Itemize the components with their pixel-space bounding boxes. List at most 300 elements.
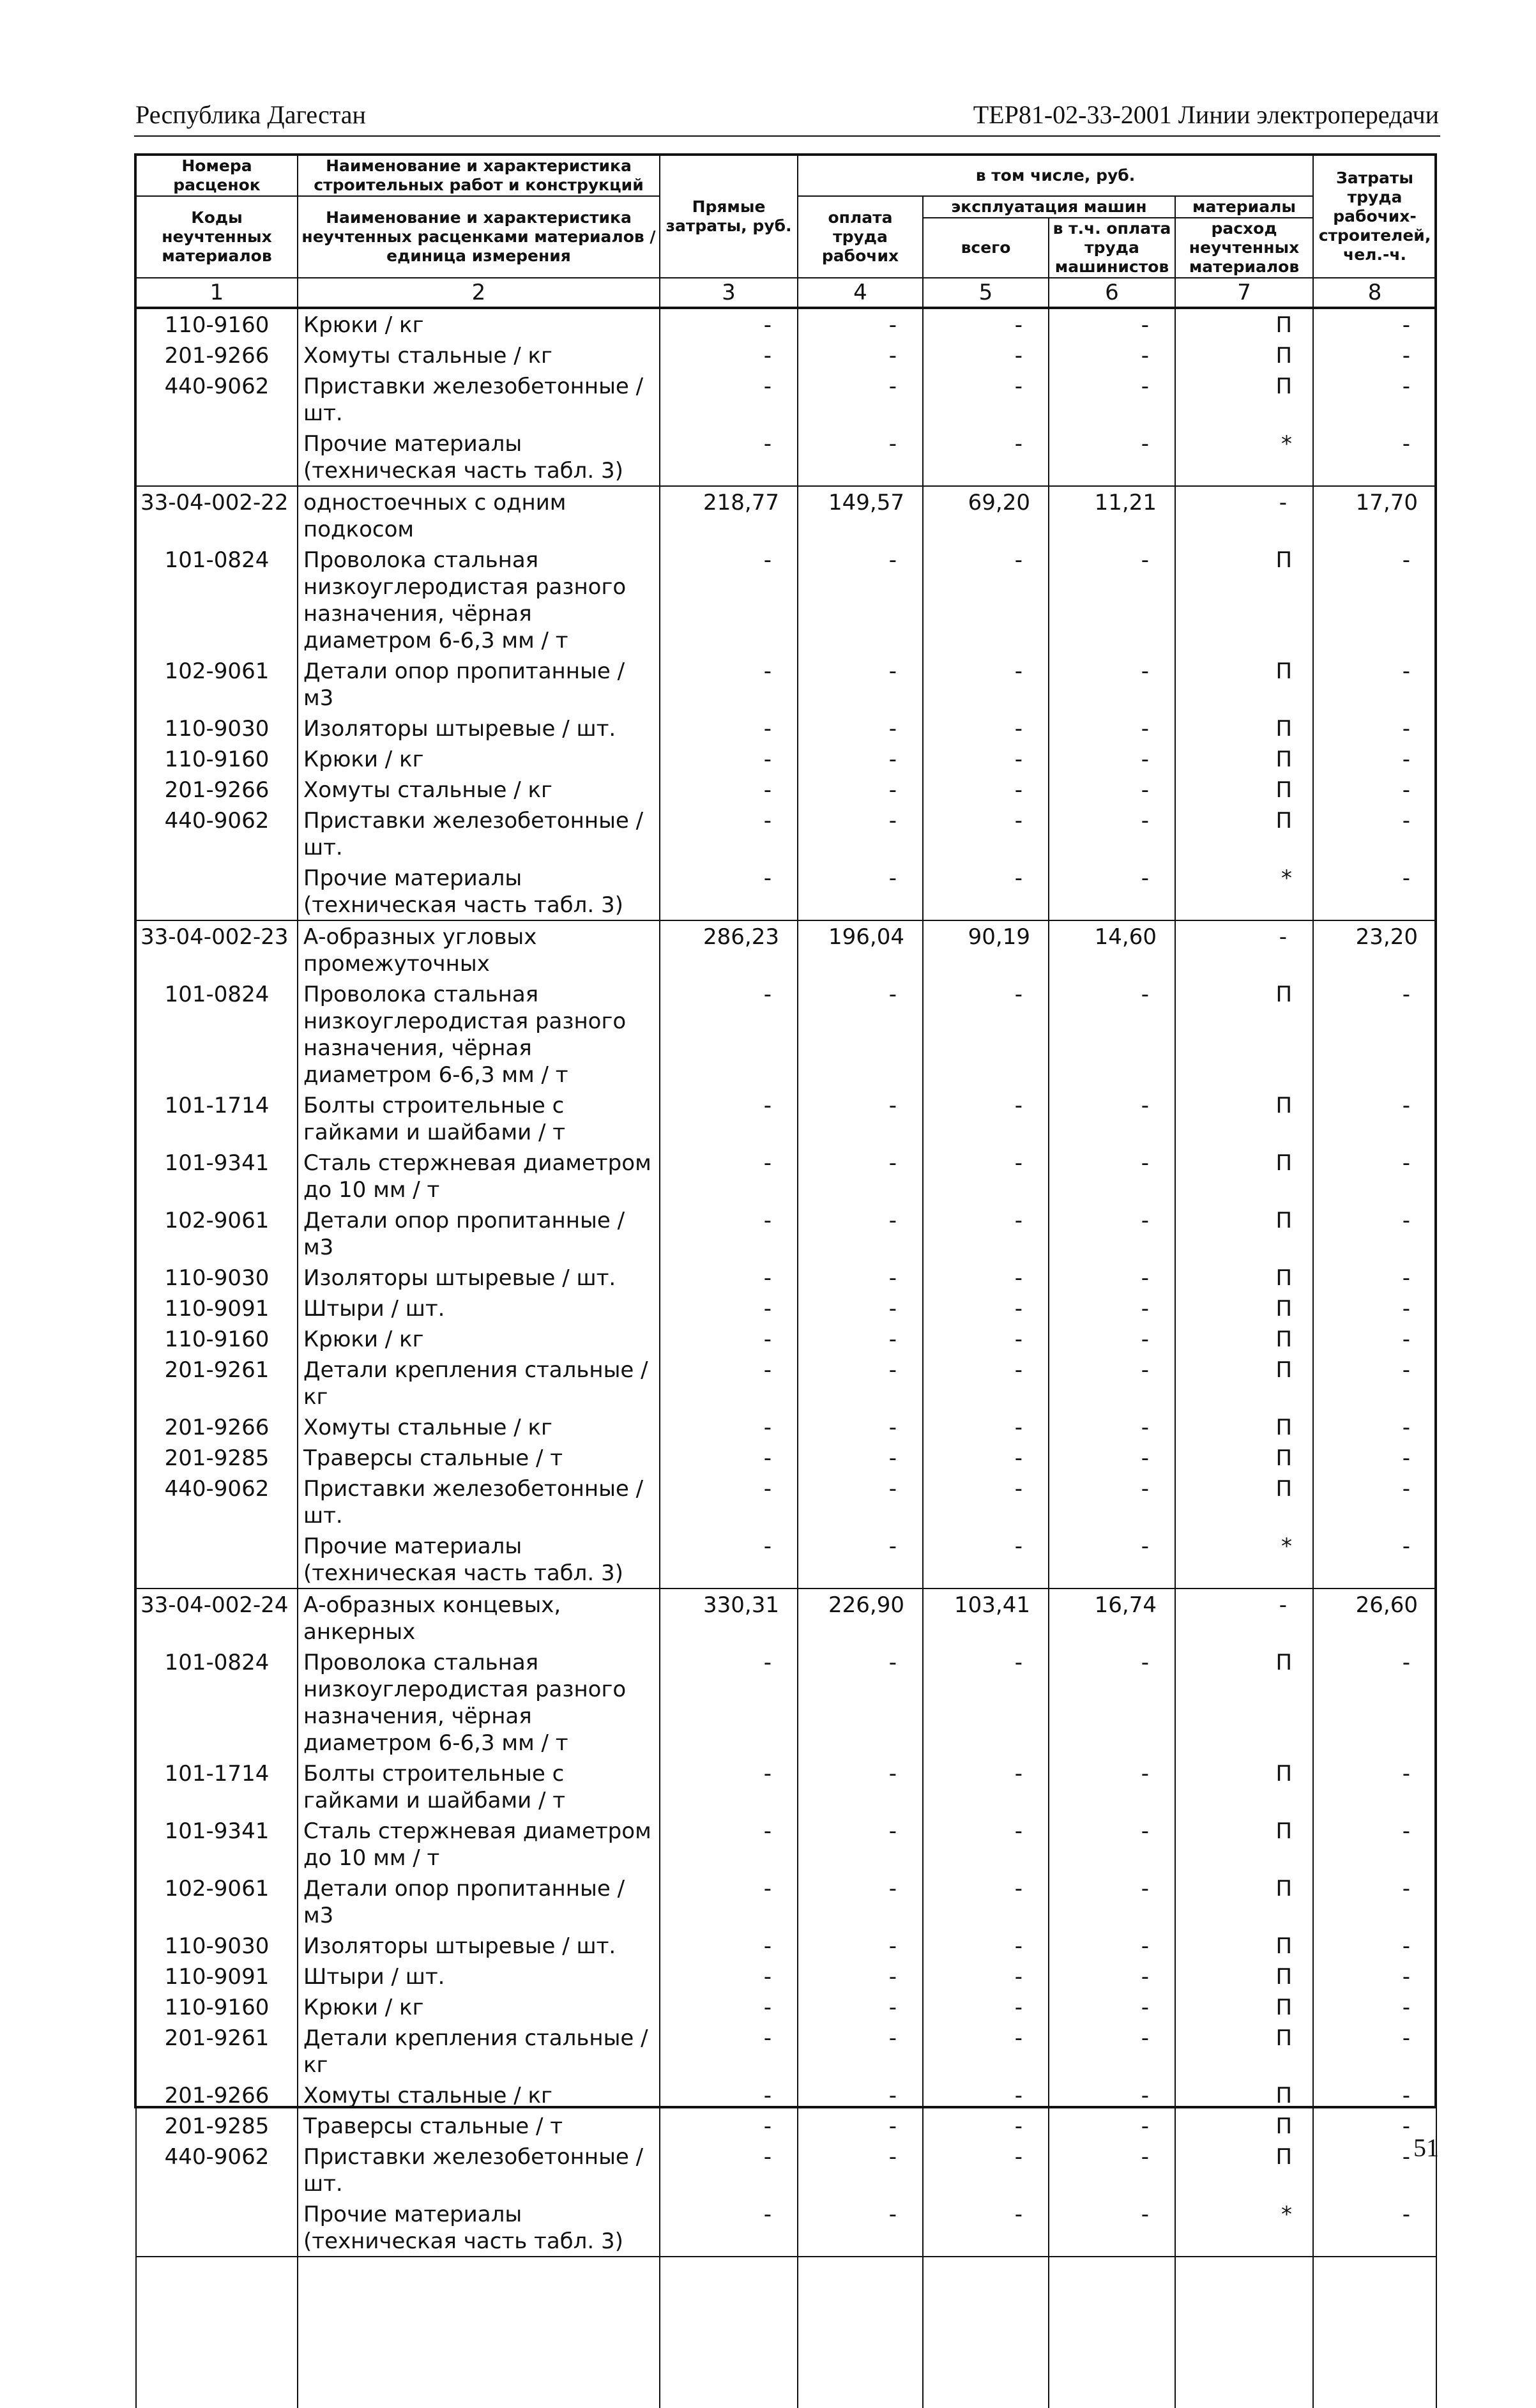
material-name: Приставки железобетонные /шт.	[298, 1473, 660, 1530]
material-row	[136, 2110, 1436, 2141]
material-code: 201-9266	[136, 340, 298, 370]
unaccounted-materials-value: П	[1175, 1205, 1313, 1262]
wages-value: -	[798, 1293, 923, 1323]
header-rule	[134, 135, 1440, 137]
machine-total-value: -	[923, 2080, 1049, 2110]
operator-wages-value: -	[1049, 1815, 1175, 1873]
machine-total-value: -	[923, 1473, 1049, 1530]
labor-costs-value: -	[1313, 1930, 1436, 1961]
empty-cell	[798, 2257, 923, 2408]
operator-wages-value: -	[1049, 979, 1175, 1090]
material-name: Траверсы стальные / т	[298, 2110, 660, 2141]
unaccounted-materials-value: П	[1175, 1262, 1313, 1293]
machine-total-value: -	[923, 743, 1049, 774]
wages-value: 226,90	[798, 1589, 923, 1647]
material-code: 102-9061	[136, 1205, 298, 1262]
material-name: Изоляторы штыревые / шт.	[298, 1262, 660, 1293]
unaccounted-materials-value: П	[1175, 805, 1313, 862]
machine-total-value: -	[923, 1930, 1049, 1961]
direct-costs-value: -	[660, 1293, 798, 1323]
material-row	[136, 1090, 1436, 1147]
unaccounted-materials-value: П	[1175, 1293, 1313, 1323]
labor-costs-value: -	[1313, 1205, 1436, 1262]
direct-costs-value: -	[660, 1930, 798, 1961]
machine-total-value: -	[923, 1262, 1049, 1293]
rate-name: А-образных угловых промежуточных	[298, 920, 660, 979]
material-row	[136, 2198, 1436, 2257]
header-wages: оплата труда рабочих	[798, 196, 923, 278]
material-row	[136, 1961, 1436, 1992]
empty-cell	[298, 2257, 660, 2408]
material-row	[136, 1758, 1436, 1815]
direct-costs-value: -	[660, 1530, 798, 1589]
operator-wages-value: -	[1049, 774, 1175, 805]
column-number: 1	[136, 278, 298, 308]
labor-costs-value: -	[1313, 713, 1436, 743]
material-row	[136, 1530, 1436, 1589]
wages-value: -	[798, 2022, 923, 2080]
wages-value: -	[798, 1262, 923, 1293]
material-name: Хомуты стальные / кг	[298, 1412, 660, 1442]
material-name: Траверсы стальные / т	[298, 1442, 660, 1473]
operator-wages-value: -	[1049, 1147, 1175, 1205]
operator-wages-value: 16,74	[1049, 1589, 1175, 1647]
wages-value: -	[798, 743, 923, 774]
table-body	[136, 308, 1436, 2408]
machine-total-value: -	[923, 1412, 1049, 1442]
material-row	[136, 1147, 1436, 1205]
material-name: Прочие материалы (техническая часть табл. 3)	[298, 428, 660, 486]
labor-costs-value: -	[1313, 1354, 1436, 1412]
operator-wages-value: -	[1049, 1647, 1175, 1758]
wages-value: -	[798, 1147, 923, 1205]
direct-costs-value: -	[660, 1815, 798, 1873]
machine-total-value: -	[923, 713, 1049, 743]
price-table	[135, 155, 1437, 2408]
machine-total-value: -	[923, 1354, 1049, 1412]
unaccounted-materials-value: П	[1175, 1961, 1313, 1992]
machine-total-value: -	[923, 1758, 1049, 1815]
material-name: Штыри / шт.	[298, 1293, 660, 1323]
labor-costs-value: 17,70	[1313, 486, 1436, 544]
machine-total-value: -	[923, 1873, 1049, 1930]
machine-total-value: -	[923, 655, 1049, 713]
column-number: 8	[1313, 278, 1436, 308]
machine-total-value: -	[923, 308, 1049, 340]
wages-value: -	[798, 979, 923, 1090]
labor-costs-value: -	[1313, 370, 1436, 428]
material-name: Проволока стальная низкоуглеродистая разного назначения, чёрная диаметром 6-6,3 мм / т	[298, 1647, 660, 1758]
machine-total-value: 69,20	[923, 486, 1049, 544]
material-code: 101-0824	[136, 544, 298, 655]
machine-total-value: -	[923, 2110, 1049, 2141]
labor-costs-value: -	[1313, 1473, 1436, 1530]
material-code: 201-9261	[136, 2022, 298, 2080]
direct-costs-value: -	[660, 1147, 798, 1205]
operator-wages-value: -	[1049, 1293, 1175, 1323]
machine-total-value: 103,41	[923, 1589, 1049, 1647]
material-name: Прочие материалы (техническая часть табл. 3)	[298, 862, 660, 920]
labor-costs-value: -	[1313, 1323, 1436, 1354]
material-code: 110-9160	[136, 308, 298, 340]
material-row	[136, 713, 1436, 743]
unaccounted-materials-value: П	[1175, 743, 1313, 774]
operator-wages-value: -	[1049, 1530, 1175, 1589]
material-name: Приставки железобетонные /шт.	[298, 2141, 660, 2198]
header-unaccounted-materials: расход неучтенных материалов	[1175, 218, 1313, 278]
wages-value: -	[798, 2110, 923, 2141]
direct-costs-value: -	[660, 308, 798, 340]
wages-value: -	[798, 1930, 923, 1961]
header-materials: материалы	[1175, 196, 1313, 218]
wages-value: -	[798, 2198, 923, 2257]
unaccounted-materials-value: *	[1175, 1530, 1313, 1589]
material-row	[136, 1205, 1436, 1262]
operator-wages-value: -	[1049, 655, 1175, 713]
material-row	[136, 805, 1436, 862]
header-operator-wages: в т.ч. оплата труда машинистов	[1049, 218, 1175, 278]
header-material-names: Наименование и характеристика неучтенных расценками материалов / единица измерения	[298, 196, 660, 278]
material-name: Изоляторы штыревые / шт.	[298, 713, 660, 743]
material-code	[136, 428, 298, 486]
material-code: 110-9160	[136, 1323, 298, 1354]
operator-wages-value: -	[1049, 1205, 1175, 1262]
material-row	[136, 1354, 1436, 1412]
material-name: Изоляторы штыревые / шт.	[298, 1930, 660, 1961]
labor-costs-value: 26,60	[1313, 1589, 1436, 1647]
material-code: 110-9160	[136, 743, 298, 774]
direct-costs-value: -	[660, 1412, 798, 1442]
header-including: в том числе, руб.	[798, 155, 1313, 196]
wages-value: -	[798, 1992, 923, 2022]
labor-costs-value: -	[1313, 862, 1436, 920]
labor-costs-value: -	[1313, 1147, 1436, 1205]
unaccounted-materials-value: П	[1175, 2022, 1313, 2080]
empty-cell	[1049, 2257, 1175, 2408]
operator-wages-value: -	[1049, 713, 1175, 743]
operator-wages-value: -	[1049, 862, 1175, 920]
material-row	[136, 340, 1436, 370]
table-header	[136, 155, 1436, 308]
wages-value: -	[798, 1205, 923, 1262]
operator-wages-value: -	[1049, 2110, 1175, 2141]
unaccounted-materials-value: П	[1175, 308, 1313, 340]
machine-total-value: -	[923, 1815, 1049, 1873]
labor-costs-value: -	[1313, 2141, 1436, 2198]
direct-costs-value: -	[660, 743, 798, 774]
unaccounted-materials-value: *	[1175, 862, 1313, 920]
machine-total-value: -	[923, 428, 1049, 486]
machine-total-value: -	[923, 1205, 1049, 1262]
direct-costs-value: -	[660, 2110, 798, 2141]
material-name: Хомуты стальные / кг	[298, 340, 660, 370]
operator-wages-value: -	[1049, 428, 1175, 486]
rate-name: одностоечных с одним подкосом	[298, 486, 660, 544]
material-code: 102-9061	[136, 655, 298, 713]
material-code: 440-9062	[136, 1473, 298, 1530]
material-name: Приставки железобетонные /шт.	[298, 370, 660, 428]
machine-total-value: -	[923, 340, 1049, 370]
column-numbers-row	[136, 278, 1436, 308]
header-machine-operation: эксплуатация машин	[923, 196, 1175, 218]
unaccounted-materials-value: -	[1175, 1589, 1313, 1647]
column-number: 7	[1175, 278, 1313, 308]
labor-costs-value: -	[1313, 1442, 1436, 1473]
wages-value: -	[798, 370, 923, 428]
material-code: 440-9062	[136, 805, 298, 862]
material-name: Сталь стержневая диаметром до 10 мм / т	[298, 1815, 660, 1873]
unaccounted-materials-value: П	[1175, 2141, 1313, 2198]
wages-value: -	[798, 1323, 923, 1354]
material-row	[136, 1323, 1436, 1354]
direct-costs-value: -	[660, 1873, 798, 1930]
operator-wages-value: -	[1049, 370, 1175, 428]
direct-costs-value: -	[660, 862, 798, 920]
material-name: Проволока стальная низкоуглеродистая разного назначения, чёрная диаметром 6-6,3 мм / т	[298, 979, 660, 1090]
material-row	[136, 1647, 1436, 1758]
operator-wages-value: -	[1049, 544, 1175, 655]
machine-total-value: -	[923, 544, 1049, 655]
direct-costs-value: -	[660, 1473, 798, 1530]
material-name: Прочие материалы (техническая часть табл. 3)	[298, 1530, 660, 1589]
unaccounted-materials-value: -	[1175, 486, 1313, 544]
header-region: Республика Дагестан	[135, 100, 366, 129]
wages-value: -	[798, 1815, 923, 1873]
material-code: 440-9062	[136, 370, 298, 428]
machine-total-value: -	[923, 1293, 1049, 1323]
machine-total-value: -	[923, 2141, 1049, 2198]
unaccounted-materials-value: П	[1175, 1442, 1313, 1473]
direct-costs-value: -	[660, 805, 798, 862]
wages-value: -	[798, 1442, 923, 1473]
operator-wages-value: -	[1049, 743, 1175, 774]
material-code: 110-9091	[136, 1961, 298, 1992]
operator-wages-value: -	[1049, 1442, 1175, 1473]
unaccounted-materials-value: П	[1175, 1930, 1313, 1961]
material-name: Детали крепления стальные / кг	[298, 1354, 660, 1412]
material-row	[136, 979, 1436, 1090]
labor-costs-value: -	[1313, 1262, 1436, 1293]
header-machine-total: всего	[923, 218, 1049, 278]
column-number: 6	[1049, 278, 1175, 308]
machine-total-value: 90,19	[923, 920, 1049, 979]
unaccounted-materials-value: П	[1175, 1992, 1313, 2022]
labor-costs-value: -	[1313, 1815, 1436, 1873]
rate-row	[136, 920, 1436, 979]
direct-costs-value: 218,77	[660, 486, 798, 544]
material-name: Проволока стальная низкоуглеродистая разного назначения, чёрная диаметром 6-6,3 мм / т	[298, 544, 660, 655]
operator-wages-value: -	[1049, 1262, 1175, 1293]
operator-wages-value: -	[1049, 2141, 1175, 2198]
unaccounted-materials-value: П	[1175, 1412, 1313, 1442]
direct-costs-value: 286,23	[660, 920, 798, 979]
wages-value: -	[798, 2080, 923, 2110]
operator-wages-value: 14,60	[1049, 920, 1175, 979]
wages-value: -	[798, 1530, 923, 1589]
labor-costs-value: -	[1313, 2022, 1436, 2080]
direct-costs-value: -	[660, 2141, 798, 2198]
wages-value: -	[798, 1090, 923, 1147]
material-row	[136, 370, 1436, 428]
unaccounted-materials-value: П	[1175, 2080, 1313, 2110]
wages-value: -	[798, 1354, 923, 1412]
direct-costs-value: -	[660, 979, 798, 1090]
rate-code: 33-04-002-23	[136, 920, 298, 979]
material-code: 201-9266	[136, 2080, 298, 2110]
machine-total-value: -	[923, 1147, 1049, 1205]
operator-wages-value: -	[1049, 1930, 1175, 1961]
material-code: 110-9160	[136, 1992, 298, 2022]
labor-costs-value: -	[1313, 1758, 1436, 1815]
operator-wages-value: -	[1049, 2022, 1175, 2080]
operator-wages-value: -	[1049, 2080, 1175, 2110]
direct-costs-value: -	[660, 1992, 798, 2022]
column-number: 5	[923, 278, 1049, 308]
material-name: Детали опор пропитанные / м3	[298, 1205, 660, 1262]
material-code: 101-9341	[136, 1147, 298, 1205]
rate-row	[136, 486, 1436, 544]
unaccounted-materials-value: П	[1175, 1323, 1313, 1354]
operator-wages-value: -	[1049, 308, 1175, 340]
labor-costs-value: -	[1313, 743, 1436, 774]
header-rate-numbers: Номера расценок	[136, 155, 298, 196]
direct-costs-value: -	[660, 1354, 798, 1412]
material-name: Крюки / кг	[298, 1323, 660, 1354]
direct-costs-value: -	[660, 2080, 798, 2110]
wages-value: -	[798, 2141, 923, 2198]
material-name: Хомуты стальные / кг	[298, 2080, 660, 2110]
material-code: 101-1714	[136, 1758, 298, 1815]
material-row	[136, 308, 1436, 340]
material-row	[136, 655, 1436, 713]
wages-value: -	[798, 1758, 923, 1815]
unaccounted-materials-value: П	[1175, 1473, 1313, 1530]
labor-costs-value: -	[1313, 774, 1436, 805]
empty-cell	[660, 2257, 798, 2408]
material-row	[136, 1442, 1436, 1473]
machine-total-value: -	[923, 2198, 1049, 2257]
material-code	[136, 2198, 298, 2257]
material-code: 201-9266	[136, 1412, 298, 1442]
wages-value: -	[798, 655, 923, 713]
material-name: Сталь стержневая диаметром до 10 мм / т	[298, 1147, 660, 1205]
material-code	[136, 1530, 298, 1589]
material-name: Приставки железобетонные /шт.	[298, 805, 660, 862]
machine-total-value: -	[923, 1090, 1049, 1147]
empty-cell	[1313, 2257, 1436, 2408]
direct-costs-value: -	[660, 1090, 798, 1147]
unaccounted-materials-value: П	[1175, 713, 1313, 743]
wages-value: -	[798, 544, 923, 655]
unaccounted-materials-value: П	[1175, 1758, 1313, 1815]
labor-costs-value: -	[1313, 1647, 1436, 1758]
direct-costs-value: -	[660, 1647, 798, 1758]
machine-total-value: -	[923, 1961, 1049, 1992]
machine-total-value: -	[923, 1992, 1049, 2022]
wages-value: -	[798, 340, 923, 370]
material-code: 110-9030	[136, 1262, 298, 1293]
material-name: Крюки / кг	[298, 1992, 660, 2022]
material-row	[136, 428, 1436, 486]
operator-wages-value: -	[1049, 805, 1175, 862]
material-code	[136, 862, 298, 920]
direct-costs-value: -	[660, 774, 798, 805]
machine-total-value: -	[923, 370, 1049, 428]
direct-costs-value: -	[660, 713, 798, 743]
material-name: Крюки / кг	[298, 743, 660, 774]
material-row	[136, 1412, 1436, 1442]
labor-costs-value: 23,20	[1313, 920, 1436, 979]
wages-value: -	[798, 805, 923, 862]
direct-costs-value: -	[660, 340, 798, 370]
operator-wages-value: -	[1049, 340, 1175, 370]
material-name: Детали опор пропитанные / м3	[298, 655, 660, 713]
wages-value: 196,04	[798, 920, 923, 979]
material-code: 101-1714	[136, 1090, 298, 1147]
material-name: Болты строительные с гайками и шайбами / т	[298, 1090, 660, 1147]
direct-costs-value: -	[660, 1758, 798, 1815]
material-code: 201-9266	[136, 774, 298, 805]
unaccounted-materials-value: П	[1175, 1090, 1313, 1147]
material-code: 101-0824	[136, 979, 298, 1090]
material-name: Детали опор пропитанные / м3	[298, 1873, 660, 1930]
operator-wages-value: 11,21	[1049, 486, 1175, 544]
operator-wages-value: -	[1049, 1354, 1175, 1412]
labor-costs-value: -	[1313, 340, 1436, 370]
material-row	[136, 1930, 1436, 1961]
wages-value: -	[798, 428, 923, 486]
material-row	[136, 544, 1436, 655]
empty-cell	[1175, 2257, 1313, 2408]
machine-total-value: -	[923, 1323, 1049, 1354]
material-row	[136, 774, 1436, 805]
material-row	[136, 1293, 1436, 1323]
machine-total-value: -	[923, 1530, 1049, 1589]
labor-costs-value: -	[1313, 1090, 1436, 1147]
labor-costs-value: -	[1313, 805, 1436, 862]
material-name: Прочие материалы (техническая часть табл. 3)	[298, 2198, 660, 2257]
material-code: 201-9285	[136, 2110, 298, 2141]
column-number: 3	[660, 278, 798, 308]
header-direct-costs: Прямые затраты, руб.	[660, 155, 798, 278]
machine-total-value: -	[923, 805, 1049, 862]
labor-costs-value: -	[1313, 979, 1436, 1090]
direct-costs-value: -	[660, 1442, 798, 1473]
unaccounted-materials-value: П	[1175, 370, 1313, 428]
direct-costs-value: 330,31	[660, 1589, 798, 1647]
wages-value: -	[798, 1961, 923, 1992]
wages-value: -	[798, 308, 923, 340]
material-row	[136, 862, 1436, 920]
direct-costs-value: -	[660, 544, 798, 655]
material-row	[136, 743, 1436, 774]
operator-wages-value: -	[1049, 1873, 1175, 1930]
unaccounted-materials-value: П	[1175, 1147, 1313, 1205]
machine-total-value: -	[923, 2022, 1049, 2080]
direct-costs-value: -	[660, 1262, 798, 1293]
operator-wages-value: -	[1049, 1992, 1175, 2022]
unaccounted-materials-value: П	[1175, 544, 1313, 655]
operator-wages-value: -	[1049, 1473, 1175, 1530]
header-labor-costs: Затраты труда рабочих-строителей, чел.-ч.	[1313, 155, 1436, 278]
labor-costs-value: -	[1313, 1412, 1436, 1442]
material-code: 110-9091	[136, 1293, 298, 1323]
material-name: Штыри / шт.	[298, 1961, 660, 1992]
rate-name: А-образных концевых, анкерных	[298, 1589, 660, 1647]
material-row	[136, 2022, 1436, 2080]
unaccounted-materials-value: *	[1175, 428, 1313, 486]
unaccounted-materials-value: П	[1175, 2110, 1313, 2141]
